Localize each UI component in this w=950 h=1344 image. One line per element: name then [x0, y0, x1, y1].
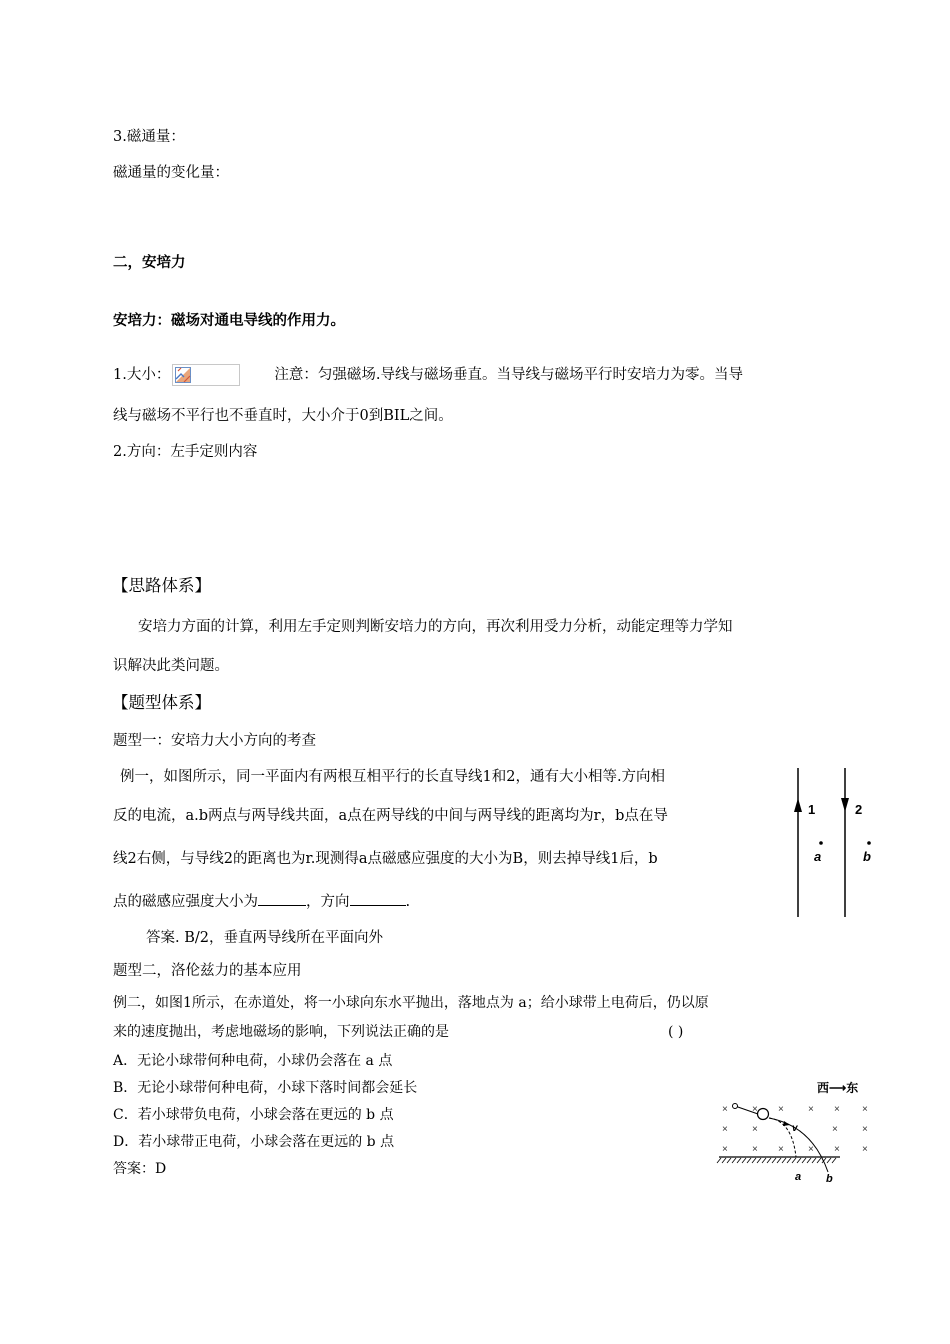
field-cross-mark: × [834, 1104, 840, 1115]
point-b-label: b [863, 849, 871, 864]
field-cross-mark: × [752, 1124, 758, 1135]
formula-image-placeholder [172, 364, 240, 386]
hatch-line [717, 1158, 721, 1163]
thinking-title: 【思路体系】 [112, 576, 211, 595]
option-a: A．无论小球带何种电荷，小球仍会落在 a 点 [113, 1053, 393, 1069]
example1-line4-text-c: . [405, 894, 411, 910]
ball [758, 1109, 769, 1120]
field-cross-mark: × [862, 1124, 868, 1135]
size-note-b: 线与磁场不平行也不垂直时，大小介于0到BIL之间。 [113, 408, 453, 424]
hatch-line [737, 1158, 741, 1163]
hatch-line [767, 1158, 771, 1163]
example1-line-4 [113, 893, 410, 910]
example1-line-1: 例一，如图所示，同一平面内有两根互相平行的长直导线1和2，通有大小相等.方向相 [120, 769, 666, 785]
type1-title: 题型一：安培力大小方向的考查 [113, 733, 316, 749]
point-a-label: a [814, 849, 822, 864]
ampere-definition: 安培力：磁场对通电导线的作用力。 [113, 313, 345, 329]
hatch-line [817, 1158, 821, 1163]
example1-line4-text-a: 点的磁感应强度大小为 [113, 894, 258, 910]
wire-1-arrow-up-icon [794, 798, 802, 812]
hatch-line [732, 1158, 736, 1163]
field-cross-mark: × [808, 1144, 814, 1155]
types-title: 【题型体系】 [112, 693, 211, 712]
example1-line-2: 反的电流，a.b两点与两导线共面，a点在两导线的中间与两导线的距离均为r，b点在导 [113, 808, 668, 824]
field-cross-mark: × [722, 1144, 728, 1155]
answer-blank-2 [350, 893, 406, 906]
hatch-line [827, 1158, 831, 1163]
option-b: B．无论小球带何种电荷，小球下落时间都会延长 [113, 1080, 418, 1096]
point-a-dot [819, 841, 823, 845]
hatch-line [807, 1158, 811, 1163]
launch-point [733, 1104, 738, 1109]
hatch-line [722, 1158, 726, 1163]
type2-title: 题型二，洛伦兹力的基本应用 [113, 963, 302, 979]
example2-line-1: 例二，如图1所示，在赤道处，将一小球向东水平抛出，落地点为 a；给小球带上电荷后，仍以原 [113, 995, 709, 1011]
hatch-line [812, 1158, 816, 1163]
landing-point-b: b [826, 1173, 833, 1184]
landing-point-a: a [795, 1171, 802, 1183]
hatch-line [747, 1158, 751, 1163]
example1-line4-text-b: ，方向 [306, 894, 350, 910]
field-cross-mark: × [722, 1124, 728, 1135]
wire-2-label: 2 [855, 802, 863, 817]
item3-flux-change: 磁通量的变化量： [113, 165, 229, 181]
hatch-line [762, 1158, 766, 1163]
hatch-line [802, 1158, 806, 1163]
field-cross-mark: × [778, 1144, 784, 1155]
hatch-line [772, 1158, 776, 1163]
field-cross-mark: × [862, 1104, 868, 1115]
thinking-line-2: 识解决此类问题。 [113, 658, 229, 674]
hatch-line [742, 1158, 746, 1163]
hatch-line [757, 1158, 761, 1163]
size-label: 1.大小： [113, 367, 171, 383]
hatch-line [752, 1158, 756, 1163]
hatch-line [787, 1158, 791, 1163]
size-note-a: 注意：匀强磁场.导线与磁场垂直。当导线与磁场平行时安培力为零。当导 [274, 367, 743, 383]
hatch-line [797, 1158, 801, 1163]
wire-2-arrow-down-icon [841, 798, 849, 812]
field-cross-mark: × [778, 1104, 784, 1115]
hatch-line [777, 1158, 781, 1163]
example2-answer: 答案：D [113, 1161, 167, 1177]
example2-line-2: 来的速度抛出，考虑地磁场的影响，下列说法正确的是 [113, 1024, 449, 1040]
option-c: C．若小球带负电荷，小球会落在更远的 b 点 [113, 1107, 394, 1123]
section-heading-ampere: 二，安培力 [113, 255, 186, 271]
field-cross-mark: × [752, 1104, 758, 1115]
field-cross-mark: × [752, 1144, 758, 1155]
hatch-line [727, 1158, 731, 1163]
hatch-line [792, 1158, 796, 1163]
field-cross-mark: × [832, 1124, 838, 1135]
hatch-line [832, 1158, 836, 1163]
wire-1-label: 1 [808, 802, 816, 817]
field-cross-mark: × [808, 1104, 814, 1115]
item3-magnetic-flux: 3.磁通量： [113, 129, 185, 145]
thinking-line-1: 安培力方面的计算，利用左手定则判断安培力的方向，再次利用受力分析，动能定理等力学知 [138, 619, 733, 635]
figure-parallel-wires [784, 762, 884, 922]
point-b-dot [867, 841, 871, 845]
velocity-arrow-icon [783, 1121, 790, 1126]
example1-answer: 答案. B/2，垂直两导线所在平面向外 [146, 930, 383, 946]
hatch-line [782, 1158, 786, 1163]
field-cross-mark: × [722, 1104, 728, 1115]
example2-choice-paren: ( ) [668, 1024, 684, 1040]
direction-rule: 2.方向：左手定则内容 [113, 444, 258, 460]
velocity-label: v [792, 1123, 798, 1134]
field-cross-mark: × [834, 1144, 840, 1155]
compass-west-east: 西⟶东 [817, 1081, 859, 1095]
field-cross-mark: × [862, 1144, 868, 1155]
ampere-size-row [113, 364, 743, 386]
example1-line-3: 线2右侧，与导线2的距离也为r.现测得a点磁感应强度的大小为B，则去掉导线1后，b [113, 851, 658, 867]
ground-hatching [717, 1158, 836, 1163]
answer-blank-1 [258, 893, 306, 906]
option-d: D．若小球带正电荷，小球会落在更远的 b 点 [113, 1134, 395, 1150]
figure-projectile-field [712, 1076, 877, 1184]
broken-image-icon [175, 367, 191, 383]
